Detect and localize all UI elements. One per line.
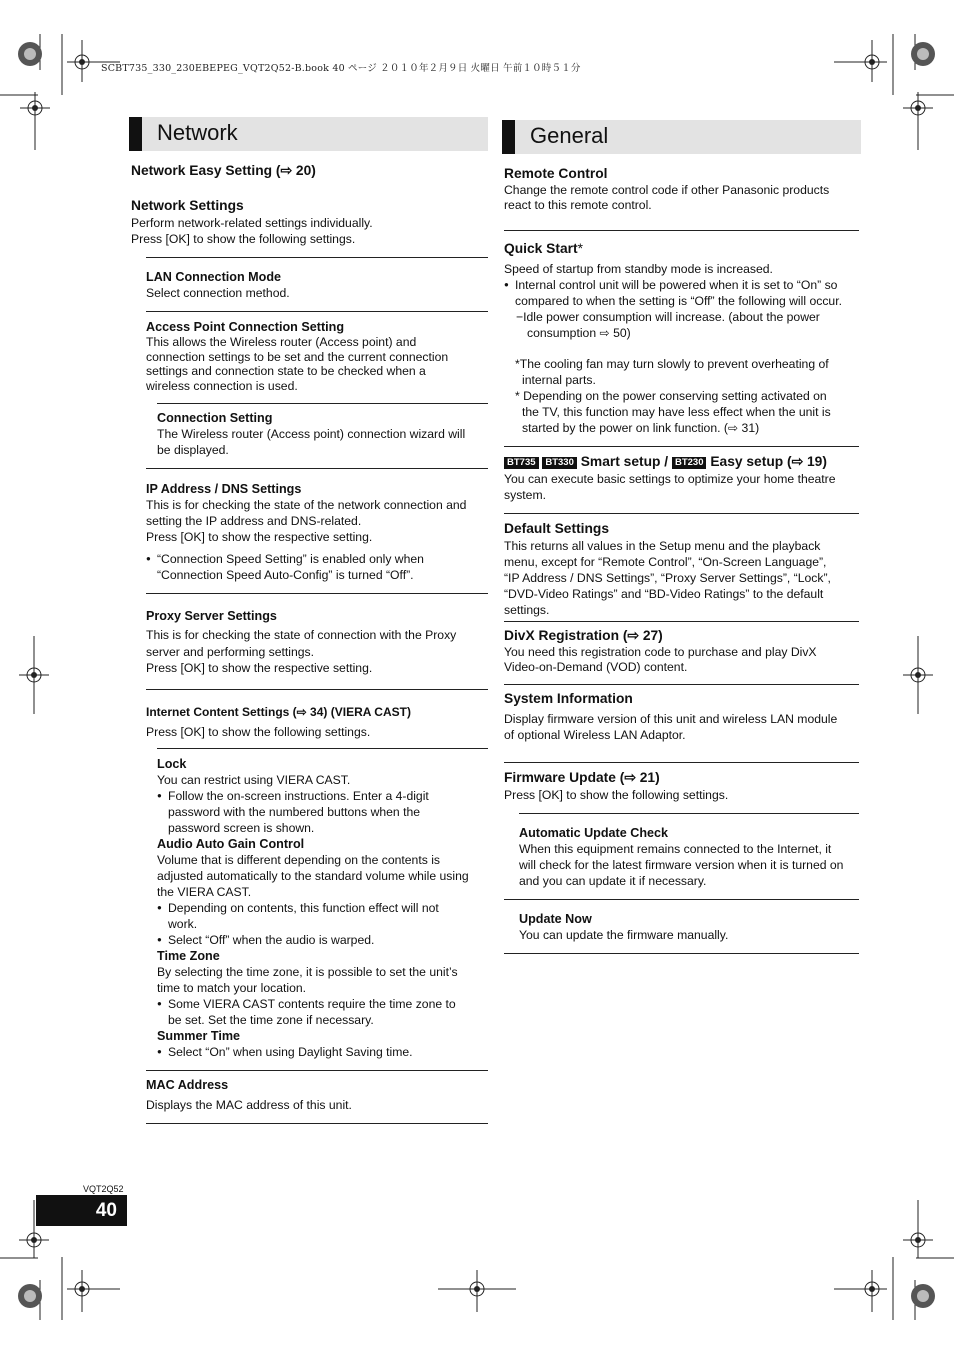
aagc-desc: Volume that is different depending on the contents is (157, 852, 440, 867)
bullet-line: ● Select “On” when using Daylight Saving time. (168, 1044, 413, 1059)
model-badge-bt735: BT735 (504, 457, 539, 469)
note-line: * Depending on the power conserving setting activated on (515, 389, 827, 403)
quick-start-notes (515, 356, 859, 436)
ip-dns-settings-heading: IP Address / DNS Settings (146, 482, 302, 496)
general-section-header (502, 120, 861, 154)
time-zone-bullet (157, 996, 488, 1028)
divider (504, 513, 859, 514)
connection-setting-desc: be displayed. (157, 443, 229, 457)
smart-setup-desc: system. (504, 488, 546, 502)
internet-content-settings-heading: Internet Content Settings (⇨ 34) (VIERA CAST) (146, 704, 411, 719)
access-point-desc: settings and connection state to be checked when a (146, 364, 426, 378)
asterisk: * (577, 241, 583, 256)
update-now-desc: You can update the firmware manually. (519, 928, 729, 942)
system-info-desc: of optional Wireless LAN Adaptor. (504, 728, 686, 742)
smart-setup-heading (504, 453, 859, 471)
divider (519, 813, 859, 814)
quick-start-label: Quick Start (504, 241, 578, 256)
lock-desc: You can restrict using VIERA CAST. (157, 772, 351, 787)
bullet-line: ● Some VIERA CAST contents require the time zone to (168, 996, 456, 1011)
default-settings-desc: “DVD-Video Ratings” and “BD-Video Ratings” to the default (504, 587, 824, 601)
bullet-line: ● “Connection Speed Setting” is enabled only when (157, 552, 424, 566)
divider (146, 257, 488, 258)
note-line: *The cooling fan may turn slowly to prevent overheating of (515, 357, 829, 371)
quick-start-desc: Speed of startup from standby mode is increased. (504, 262, 773, 276)
quick-start-heading (504, 240, 859, 258)
system-info-desc: Display firmware version of this unit and wireless LAN module (504, 712, 838, 726)
note-line: started by the power on link function. (⇨ 31) (522, 421, 760, 435)
divider (146, 468, 488, 469)
connection-setting-desc: The Wireless router (Access point) connection wizard will (157, 427, 466, 441)
divider (504, 684, 859, 685)
bullet-line: ● Follow the on-screen instructions. Enter a 4-digit (168, 788, 429, 803)
model-badge-bt330: BT330 (542, 457, 577, 469)
network-settings-heading: Network Settings (131, 198, 244, 213)
remote-control-desc: react to this remote control. (504, 197, 652, 212)
firmware-sub-list (519, 813, 859, 889)
bullet-line: password screen is shown. (168, 820, 315, 835)
note-line: internal parts. (522, 373, 596, 387)
firmware-update-desc: Press [OK] to show the following settings. (504, 788, 729, 802)
network-settings-desc-1: Perform network-related settings individually. (131, 216, 373, 230)
divider (504, 230, 859, 231)
aagc-bullet (157, 932, 488, 948)
access-point-setting-heading: Access Point Connection Setting (146, 320, 345, 334)
default-settings-desc: menu, except for “Remote Control”, “On-Screen Language”, (504, 555, 827, 569)
system-information-heading: System Information (504, 691, 633, 706)
divider (157, 748, 488, 749)
bullet-line: password with the numbered buttons when the (168, 804, 421, 819)
quick-start-dash (516, 309, 859, 341)
lock-heading: Lock (157, 756, 187, 771)
divider (146, 311, 488, 312)
ip-dns-desc: Press [OK] to show the respective setting. (146, 530, 373, 544)
network-settings-desc-2: Press [OK] to show the following settings. (131, 232, 356, 246)
divider (504, 446, 859, 447)
ip-dns-bullet (146, 551, 488, 583)
easy-setup-label: Easy setup (⇨ 19) (710, 454, 827, 469)
model-code: VQT2Q52 (83, 1184, 124, 1194)
aagc-desc: the VIERA CAST. (157, 884, 252, 899)
divider (157, 403, 488, 404)
general-title: General (530, 123, 609, 148)
bullet-line: be set. Set the time zone if necessary. (168, 1012, 374, 1027)
divx-registration-heading: DivX Registration (⇨ 27) (504, 628, 663, 643)
access-point-desc: This allows the Wireless router (Access point) and (146, 335, 417, 349)
bullet-line: work. (168, 916, 198, 931)
divider (504, 621, 859, 622)
proxy-desc: Press [OK] to show the respective setting. (146, 661, 373, 675)
bullet-line: compared to when the setting is “Off” the following will occur. (515, 294, 842, 308)
bullet-line: ● Depending on contents, this function effect will not (168, 900, 439, 915)
page-number-text: 40 (95, 1200, 117, 1221)
divx-desc: Video-on-Demand (VOD) content. (504, 659, 688, 674)
automatic-update-check-heading: Automatic Update Check (519, 826, 669, 840)
bullet-line: ● Select “Off” when the audio is warped. (168, 932, 375, 947)
dash-line: −Idle power consumption will increase. (about the power (516, 310, 820, 324)
lan-connection-mode-desc: Select connection method. (146, 286, 290, 300)
access-point-desc: wireless connection is used. (146, 378, 298, 393)
header-accent-bar (129, 117, 142, 151)
default-settings-desc: settings. (504, 603, 550, 617)
bullet-line: “Connection Speed Auto-Config” is turned “Off”. (157, 568, 414, 582)
auto-update-desc: When this equipment remains connected to the Internet, it (519, 842, 832, 856)
auto-update-desc: and you can update it if necessary. (519, 874, 707, 888)
default-settings-desc: This returns all values in the Setup menu and the playback (504, 539, 821, 553)
divider (146, 1123, 488, 1124)
remote-control-desc: Change the remote control code if other Panasonic products (504, 183, 830, 197)
divider (504, 899, 859, 900)
internet-content-desc: Press [OK] to show the following settings. (146, 724, 371, 739)
time-zone-desc: time to match your location. (157, 980, 307, 995)
time-zone-heading: Time Zone (157, 948, 220, 963)
default-settings-heading: Default Settings (504, 521, 610, 536)
firmware-update-heading: Firmware Update (⇨ 21) (504, 770, 660, 785)
lan-connection-mode-heading: LAN Connection Mode (146, 270, 282, 284)
ip-dns-desc: This is for checking the state of the network connection and (146, 498, 467, 512)
access-point-desc: connection settings to be set and the current connection (146, 349, 449, 364)
divider (504, 953, 859, 954)
remote-control-heading: Remote Control (504, 166, 608, 181)
aagc-desc: adjusted automatically to the standard volume while using (157, 868, 469, 883)
header-accent-bar (502, 120, 515, 154)
page-number (36, 1195, 127, 1226)
aagc-bullet (157, 900, 488, 932)
auto-update-desc: will check for the latest firmware version when it is turned on (519, 858, 844, 872)
time-zone-desc: By selecting the time zone, it is possible to set the unit’s (157, 964, 458, 979)
lock-bullet (157, 788, 488, 836)
note-line: the TV, this function may have less effect when the unit is (522, 405, 831, 419)
network-settings-list (146, 257, 488, 1124)
ip-dns-desc: setting the IP address and DNS-related. (146, 514, 362, 528)
default-settings-desc: “IP Address / DNS Settings”, “Proxy Server Settings”, “Lock”, (504, 571, 831, 585)
network-column (131, 162, 488, 1124)
update-now-heading: Update Now (519, 912, 592, 926)
divx-desc: You need this registration code to purchase and play DivX (504, 645, 817, 659)
book-header-line: SCBT735_330_230EBEPEG_VQT2Q52-B.book 40 ページ ２０１０年２月９日 火曜日 午前１０時５１分 (101, 63, 581, 74)
network-easy-setting-heading: Network Easy Setting (⇨ 20) (131, 163, 316, 178)
proxy-desc: server and performing settings. (146, 644, 314, 659)
mac-address-desc: Displays the MAC address of this unit. (146, 1097, 352, 1112)
divider (504, 762, 859, 763)
audio-auto-gain-heading: Audio Auto Gain Control (157, 836, 305, 851)
smart-setup-label: Smart setup / (580, 454, 669, 469)
divider (146, 1070, 488, 1071)
network-section-header (129, 117, 488, 151)
general-column (504, 165, 859, 954)
model-badge-bt230: BT230 (672, 457, 707, 469)
connection-setting-heading: Connection Setting (157, 411, 273, 425)
quick-start-bullet (504, 277, 859, 309)
summer-time-bullet (157, 1044, 488, 1060)
divider (146, 689, 488, 690)
summer-time-heading: Summer Time (157, 1028, 241, 1043)
network-title: Network (157, 120, 238, 145)
bullet-line: ● Internal control unit will be powered when it is set to “On” so (515, 278, 838, 292)
divider (146, 593, 488, 594)
proxy-server-settings-heading: Proxy Server Settings (146, 609, 277, 623)
proxy-desc: This is for checking the state of connection with the Proxy (146, 628, 457, 642)
smart-setup-desc: You can execute basic settings to optimize your home theatre (504, 472, 836, 486)
mac-address-heading: MAC Address (146, 1077, 229, 1092)
dash-line: consumption ⇨ 50) (527, 326, 631, 340)
